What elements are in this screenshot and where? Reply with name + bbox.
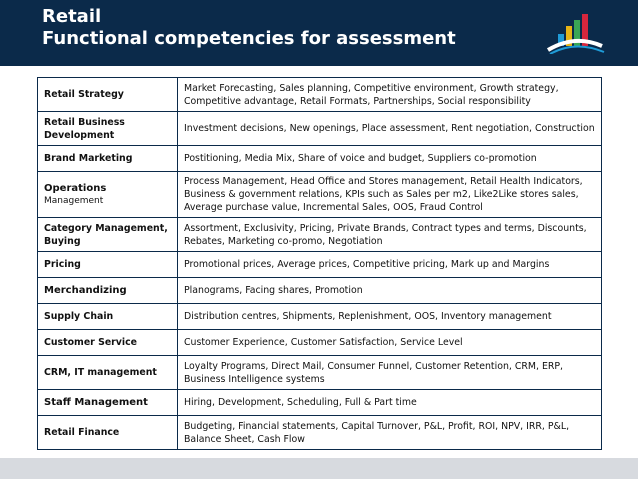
table-row <box>38 304 602 330</box>
row-description: Hiring, Development, Scheduling, Full & Part time <box>178 390 602 416</box>
row-label: Customer Service <box>38 330 178 356</box>
bar-chart-logo-icon <box>544 10 606 54</box>
row-label: Pricing <box>38 252 178 278</box>
title-line-1: Retail <box>42 6 102 27</box>
row-label: Category Management, Buying <box>38 218 178 252</box>
table-row <box>38 252 602 278</box>
slide-header <box>0 0 638 66</box>
table-row <box>38 172 602 218</box>
competencies-table <box>37 77 602 450</box>
table-row <box>38 78 602 112</box>
table-row <box>38 218 602 252</box>
row-description: Investment decisions, New openings, Place assessment, Rent negotiation, Construction <box>178 112 602 146</box>
row-description: Assortment, Exclusivity, Pricing, Private Brands, Contract types and terms, Discounts, Rebates, Marketing co-promo, Negotiation <box>178 218 602 252</box>
row-label: CRM, IT management <box>38 356 178 390</box>
row-label-sub: Management <box>44 195 104 206</box>
table-row <box>38 278 602 304</box>
table-row <box>38 390 602 416</box>
table-row <box>38 112 602 146</box>
row-description: Customer Experience, Customer Satisfaction, Service Level <box>178 330 602 356</box>
row-label: Brand Marketing <box>38 146 178 172</box>
table-row <box>38 146 602 172</box>
row-description: Market Forecasting, Sales planning, Competitive environment, Growth strategy, Competitive advantage, Retail Formats, Partnerships, Social responsibility <box>178 78 602 112</box>
slide-title <box>42 6 456 50</box>
row-description: Postitioning, Media Mix, Share of voice and budget, Suppliers co-promotion <box>178 146 602 172</box>
row-label: Supply Chain <box>38 304 178 330</box>
row-label: Staff Management <box>38 390 178 416</box>
slide-footer-bar <box>0 458 638 479</box>
row-label: Retail Finance <box>38 416 178 450</box>
table-row <box>38 416 602 450</box>
row-label: Merchandizing <box>38 278 178 304</box>
row-description: Promotional prices, Average prices, Competitive pricing, Mark up and Margins <box>178 252 602 278</box>
table-row <box>38 356 602 390</box>
row-description: Process Management, Head Office and Stores management, Retail Health Indicators, Business & government relations, KPIs such as Sales per m2, Like2Like stores sales, Average purchase value, Incremental Sales, OOS, Fraud Control <box>178 172 602 218</box>
row-label: Retail Strategy <box>38 78 178 112</box>
row-description: Planograms, Facing shares, Promotion <box>178 278 602 304</box>
row-description: Distribution centres, Shipments, Replenishment, OOS, Inventory management <box>178 304 602 330</box>
table-row <box>38 330 602 356</box>
row-label: Retail Business Development <box>38 112 178 146</box>
title-line-2: Functional competencies for assessment <box>42 28 456 49</box>
row-description: Loyalty Programs, Direct Mail, Consumer Funnel, Customer Retention, CRM, ERP, Business Intelligence systems <box>178 356 602 390</box>
row-label <box>38 172 178 218</box>
row-description: Budgeting, Financial statements, Capital Turnover, P&L, Profit, ROI, NPV, IRR, P&L, Balance Sheet, Cash Flow <box>178 416 602 450</box>
row-label-main: Operations <box>44 182 107 194</box>
